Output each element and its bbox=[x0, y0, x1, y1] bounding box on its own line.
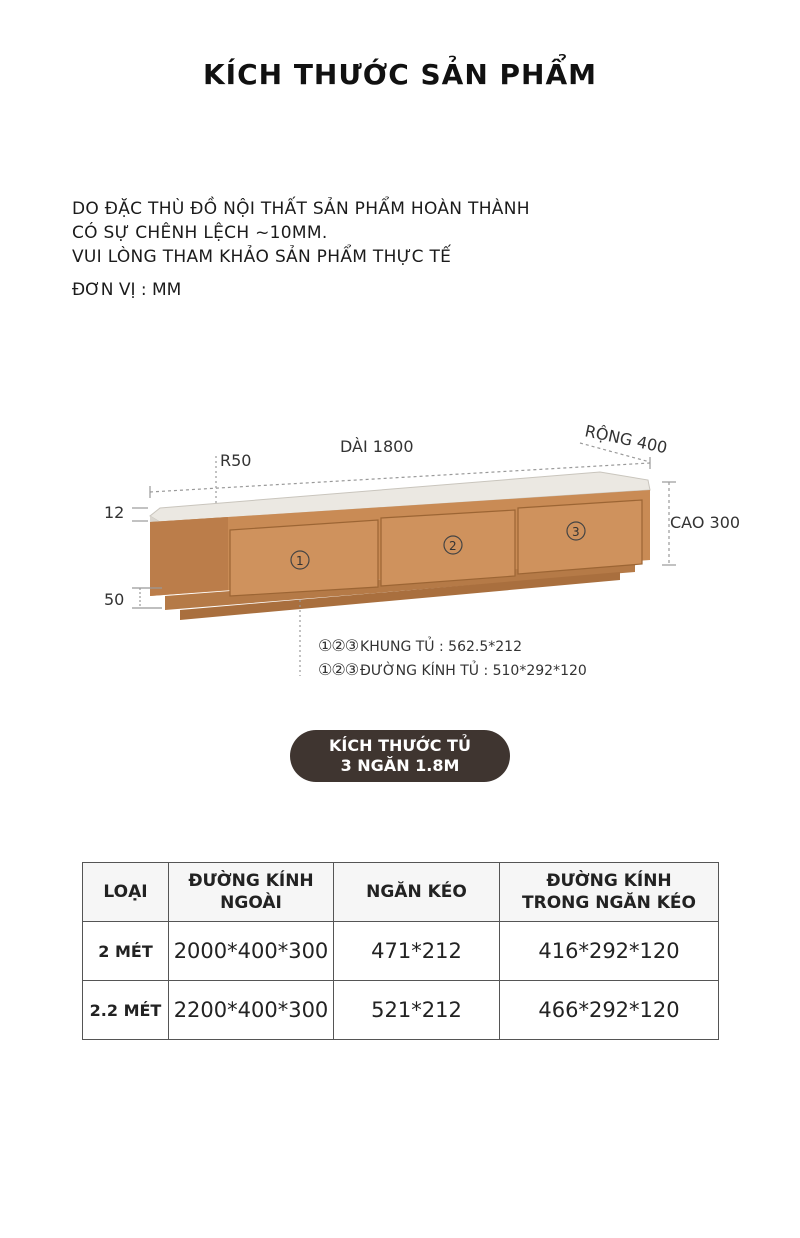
note-line-1: DO ĐẶC THÙ ĐỒ NỘI THẤT SẢN PHẨM HOÀN THÀNH bbox=[72, 199, 530, 219]
spec-inner-text: ĐƯỜNG KÍNH TỦ : 510*292*120 bbox=[360, 663, 587, 679]
drawer-2 bbox=[381, 510, 515, 586]
dimension-table bbox=[82, 862, 719, 1040]
row-outer: 2200*400*300 bbox=[169, 981, 334, 1040]
cabinet-rounded-corner bbox=[150, 517, 228, 596]
size-badge bbox=[290, 730, 510, 782]
size-badge-line-1: KÍCH THƯỚC TỦ bbox=[329, 736, 471, 755]
row-inner: 416*292*120 bbox=[500, 922, 719, 981]
header-inner-line-1: ĐƯỜNG KÍNH bbox=[546, 871, 672, 891]
row-inner: 466*292*120 bbox=[500, 981, 719, 1040]
header-outer bbox=[169, 863, 334, 922]
header-outer-line-1: ĐƯỜNG KÍNH bbox=[188, 871, 314, 891]
header-type: LOẠI bbox=[83, 863, 169, 922]
tolerance-note bbox=[72, 197, 530, 269]
spec-frame bbox=[318, 636, 522, 655]
row-type: 2 MÉT bbox=[83, 922, 169, 981]
spec-inner bbox=[318, 660, 587, 679]
row-type: 2.2 MÉT bbox=[83, 981, 169, 1040]
tv-cabinet-drawing bbox=[0, 400, 800, 700]
note-line-3: VUI LÒNG THAM KHẢO SẢN PHẨM THỰC TẾ bbox=[72, 247, 452, 267]
size-badge-line-2: 3 NGĂN 1.8M bbox=[340, 756, 460, 775]
table-row bbox=[83, 981, 719, 1040]
table-header-row bbox=[83, 863, 719, 922]
table-row bbox=[83, 922, 719, 981]
drawer-1 bbox=[230, 520, 378, 596]
height-label: CAO 300 bbox=[670, 513, 741, 532]
radius-label: R50 bbox=[220, 451, 252, 470]
drawer-3-number: 3 bbox=[572, 525, 580, 539]
drawer-3 bbox=[518, 500, 642, 574]
header-drawer: NGĂN KÉO bbox=[334, 863, 500, 922]
note-line-2: CÓ SỰ CHÊNH LỆCH ~10MM. bbox=[72, 223, 328, 243]
page-title: KÍCH THƯỚC SẢN PHẨM bbox=[202, 58, 598, 91]
unit-label: ĐƠN VỊ : MM bbox=[72, 280, 182, 300]
top-thickness-label: 12 bbox=[104, 503, 125, 522]
spec-inner-markers: ①②③ bbox=[318, 660, 359, 679]
header-inner bbox=[500, 863, 719, 922]
length-label: DÀI 1800 bbox=[340, 437, 414, 456]
drawer-2-number: 2 bbox=[449, 539, 457, 553]
header-outer-line-2: NGOÀI bbox=[220, 893, 282, 913]
header-inner-line-2: TRONG NGĂN KÉO bbox=[522, 893, 696, 913]
spec-frame-text: KHUNG TỦ : 562.5*212 bbox=[360, 639, 522, 655]
row-outer: 2000*400*300 bbox=[169, 922, 334, 981]
row-drawer: 521*212 bbox=[334, 981, 500, 1040]
spec-frame-markers: ①②③ bbox=[318, 636, 359, 655]
base-height-label: 50 bbox=[104, 590, 125, 609]
drawer-1-number: 1 bbox=[296, 554, 304, 568]
row-drawer: 471*212 bbox=[334, 922, 500, 981]
width-label: RỘNG 400 bbox=[583, 421, 669, 458]
